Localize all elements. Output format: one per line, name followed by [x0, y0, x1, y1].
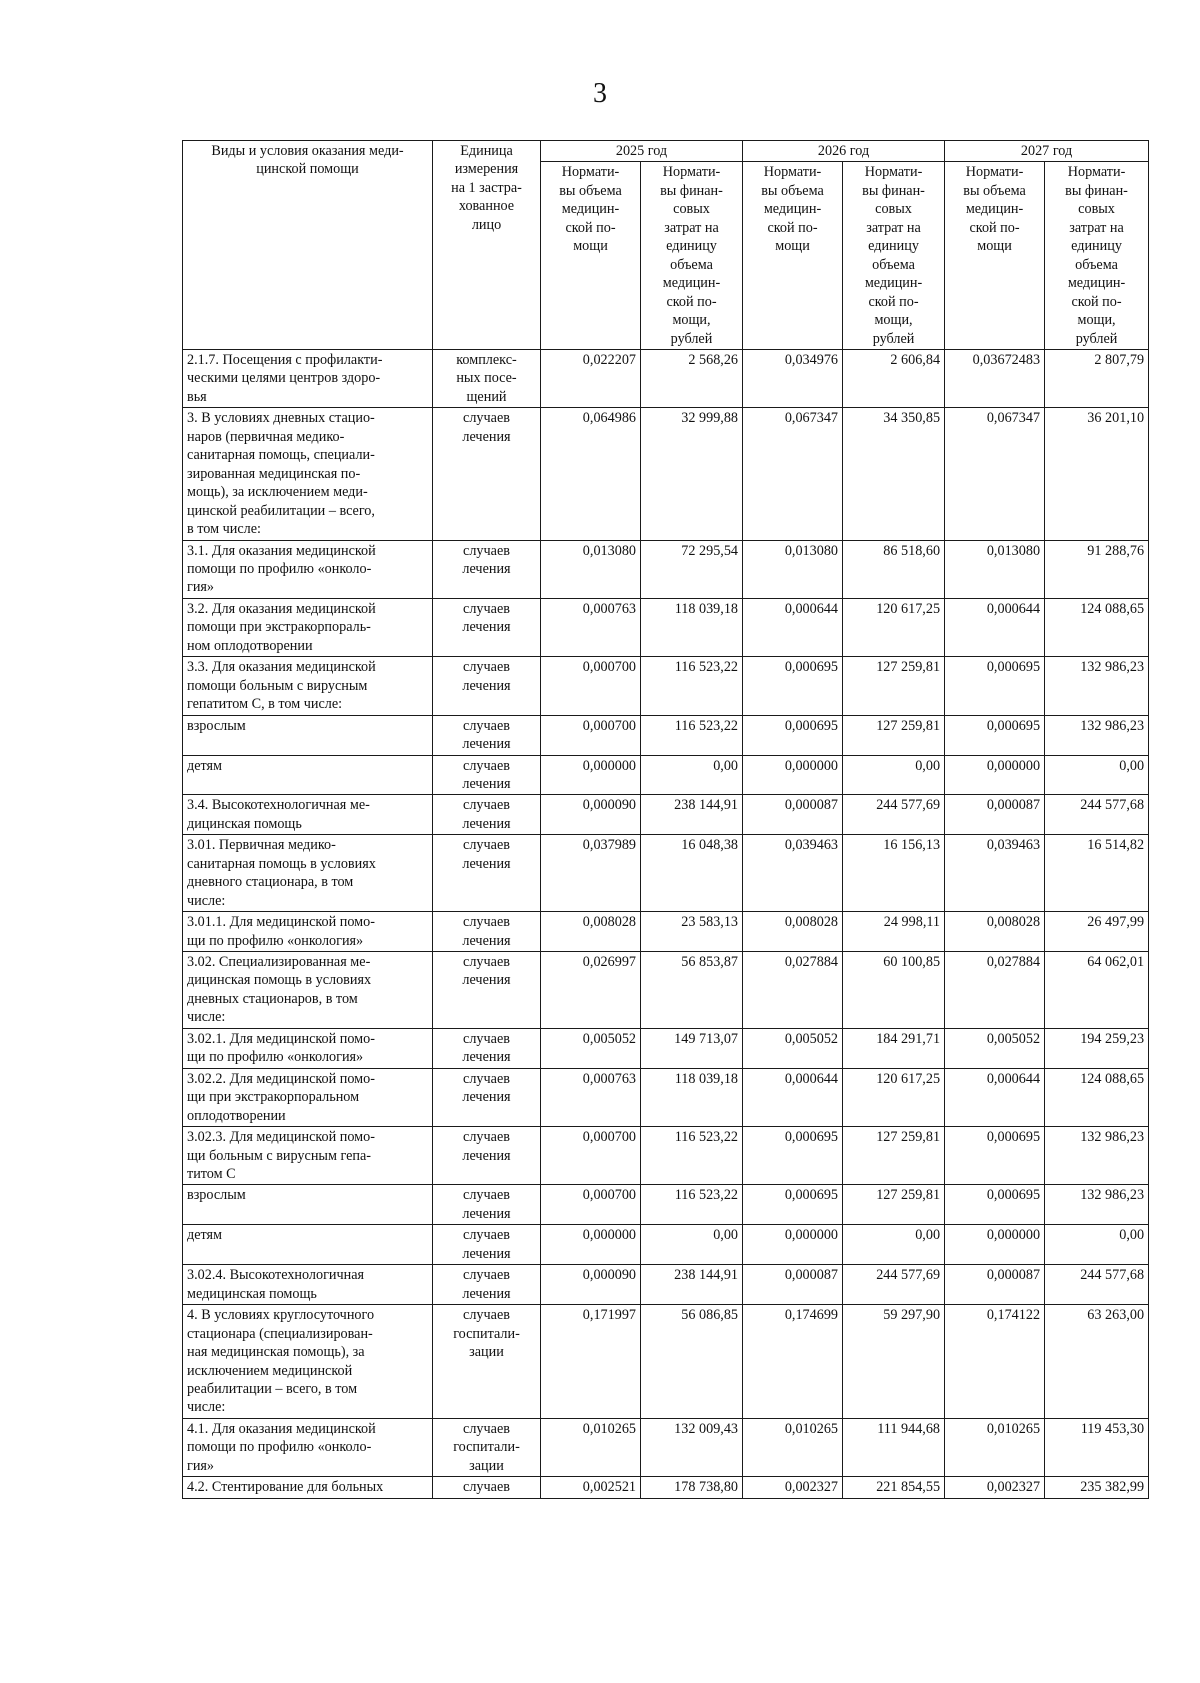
cell-volume-2026: 0,000695: [743, 1185, 843, 1225]
cell-volume-2025: 0,002521: [541, 1477, 641, 1498]
cell-volume-2026: 0,174699: [743, 1305, 843, 1419]
cell-cost-2027: 16 514,82: [1045, 835, 1149, 912]
cell-volume-2026: 0,000695: [743, 1127, 843, 1185]
row-label: 3.02.2. Для медицинской помо- щи при экстракорпоральном оплодотворении: [183, 1068, 433, 1126]
cell-volume-2025: 0,000000: [541, 1225, 641, 1265]
row-unit: случаев лечения: [433, 835, 541, 912]
cell-volume-2027: 0,027884: [945, 952, 1045, 1029]
cell-cost-2027: 124 088,65: [1045, 598, 1149, 656]
cell-cost-2027: 63 263,00: [1045, 1305, 1149, 1419]
header-volume-norm: Нормати- вы объема медицин- ской по- мощи: [743, 162, 843, 350]
table-row: [183, 598, 1149, 656]
cell-volume-2025: 0,022207: [541, 349, 641, 407]
header-row-years: [183, 141, 1149, 162]
table-header: [183, 141, 1149, 350]
page-number: 3: [593, 78, 607, 109]
cell-volume-2025: 0,008028: [541, 912, 641, 952]
norms-table: [182, 140, 1149, 1499]
cell-cost-2025: 32 999,88: [641, 408, 743, 540]
cell-cost-2026: 111 944,68: [843, 1418, 945, 1476]
cell-volume-2025: 0,000763: [541, 598, 641, 656]
cell-volume-2025: 0,000000: [541, 755, 641, 795]
cell-cost-2027: 244 577,68: [1045, 1265, 1149, 1305]
cell-volume-2026: 0,000644: [743, 598, 843, 656]
cell-cost-2026: 184 291,71: [843, 1028, 945, 1068]
table-body: [183, 349, 1149, 1498]
cell-cost-2026: 24 998,11: [843, 912, 945, 952]
cell-volume-2026: 0,002327: [743, 1477, 843, 1498]
cell-cost-2026: 59 297,90: [843, 1305, 945, 1419]
cell-volume-2027: 0,002327: [945, 1477, 1045, 1498]
row-unit: случаев лечения: [433, 912, 541, 952]
table-row: [183, 1127, 1149, 1185]
row-label: 4. В условиях круглосуточного стационара (специализирован- ная медицинская помощь), за исключением медицинской реабилитации – всего, в том числе:: [183, 1305, 433, 1419]
cell-volume-2027: 0,000644: [945, 1068, 1045, 1126]
cell-volume-2025: 0,000763: [541, 1068, 641, 1126]
cell-volume-2027: 0,067347: [945, 408, 1045, 540]
header-year-2025: 2025 год: [541, 141, 743, 162]
cell-cost-2027: 132 986,23: [1045, 1127, 1149, 1185]
cell-volume-2026: 0,000087: [743, 1265, 843, 1305]
row-label: 3.4. Высокотехнологичная ме- дицинская помощь: [183, 795, 433, 835]
cell-volume-2027: 0,000087: [945, 795, 1045, 835]
cell-cost-2027: 0,00: [1045, 1225, 1149, 1265]
cell-volume-2025: 0,013080: [541, 540, 641, 598]
row-unit: случаев лечения: [433, 715, 541, 755]
cell-volume-2026: 0,000644: [743, 1068, 843, 1126]
cell-cost-2026: 127 259,81: [843, 1127, 945, 1185]
cell-volume-2026: 0,010265: [743, 1418, 843, 1476]
cell-cost-2027: 132 986,23: [1045, 1185, 1149, 1225]
cell-volume-2026: 0,000000: [743, 1225, 843, 1265]
cell-volume-2027: 0,008028: [945, 912, 1045, 952]
cell-cost-2026: 86 518,60: [843, 540, 945, 598]
header-cost-norm: Нормати- вы финан- совых затрат на единицу объема медицин- ской по- мощи, рублей: [641, 162, 743, 350]
table-row: [183, 349, 1149, 407]
table-row: [183, 952, 1149, 1029]
cell-volume-2027: 0,000644: [945, 598, 1045, 656]
cell-volume-2027: 0,010265: [945, 1418, 1045, 1476]
row-unit: случаев лечения: [433, 598, 541, 656]
cell-volume-2027: 0,174122: [945, 1305, 1045, 1419]
cell-cost-2025: 0,00: [641, 755, 743, 795]
row-unit: случаев лечения: [433, 657, 541, 715]
cell-volume-2025: 0,171997: [541, 1305, 641, 1419]
table-row: [183, 1185, 1149, 1225]
header-type-of-care: Виды и условия оказания меди- цинской помощи: [183, 141, 433, 350]
table-row: [183, 755, 1149, 795]
cell-volume-2025: 0,000700: [541, 1127, 641, 1185]
cell-volume-2027: 0,03672483: [945, 349, 1045, 407]
cell-cost-2026: 127 259,81: [843, 715, 945, 755]
cell-volume-2025: 0,005052: [541, 1028, 641, 1068]
cell-volume-2026: 0,067347: [743, 408, 843, 540]
cell-volume-2026: 0,034976: [743, 349, 843, 407]
table-row: [183, 408, 1149, 540]
cell-volume-2027: 0,000695: [945, 715, 1045, 755]
row-label: 3.02.3. Для медицинской помо- щи больным с вирусным гепа- титом С: [183, 1127, 433, 1185]
table-row: [183, 795, 1149, 835]
header-year-2026: 2026 год: [743, 141, 945, 162]
cell-volume-2027: 0,000000: [945, 755, 1045, 795]
cell-cost-2027: 36 201,10: [1045, 408, 1149, 540]
row-label: 3.02. Специализированная ме- дицинская помощь в условиях дневных стационаров, в том числе:: [183, 952, 433, 1029]
row-label: 2.1.7. Посещения с профилакти- ческими целями центров здоро- вья: [183, 349, 433, 407]
row-unit: случаев госпитали- зации: [433, 1305, 541, 1419]
row-unit: случаев лечения: [433, 1127, 541, 1185]
row-label: 3.1. Для оказания медицинской помощи по профилю «онколо- гия»: [183, 540, 433, 598]
cell-volume-2025: 0,000090: [541, 795, 641, 835]
row-unit: случаев: [433, 1477, 541, 1498]
table-row: [183, 1265, 1149, 1305]
cell-volume-2027: 0,000695: [945, 657, 1045, 715]
cell-volume-2025: 0,000700: [541, 657, 641, 715]
cell-cost-2026: 16 156,13: [843, 835, 945, 912]
cell-cost-2027: 26 497,99: [1045, 912, 1149, 952]
row-label: 3.02.4. Высокотехнологичная медицинская помощь: [183, 1265, 433, 1305]
row-label: детям: [183, 755, 433, 795]
cell-cost-2025: 178 738,80: [641, 1477, 743, 1498]
cell-cost-2027: 235 382,99: [1045, 1477, 1149, 1498]
row-label: взрослым: [183, 715, 433, 755]
header-volume-norm: Нормати- вы объема медицин- ской по- мощи: [541, 162, 641, 350]
row-label: 3.01. Первичная медико- санитарная помощь в условиях дневного стационара, в том числе:: [183, 835, 433, 912]
row-unit: комплекс- ных посе- щений: [433, 349, 541, 407]
cell-cost-2025: 118 039,18: [641, 598, 743, 656]
row-unit: случаев лечения: [433, 1028, 541, 1068]
row-unit: случаев лечения: [433, 952, 541, 1029]
cell-cost-2026: 120 617,25: [843, 1068, 945, 1126]
cell-volume-2026: 0,000087: [743, 795, 843, 835]
cell-cost-2026: 34 350,85: [843, 408, 945, 540]
header-cost-norm: Нормати- вы финан- совых затрат на единицу объема медицин- ской по- мощи, рублей: [1045, 162, 1149, 350]
cell-volume-2025: 0,064986: [541, 408, 641, 540]
cell-cost-2025: 238 144,91: [641, 795, 743, 835]
cell-cost-2026: 127 259,81: [843, 657, 945, 715]
row-unit: случаев лечения: [433, 1225, 541, 1265]
cell-volume-2026: 0,027884: [743, 952, 843, 1029]
cell-cost-2027: 244 577,68: [1045, 795, 1149, 835]
cell-cost-2025: 23 583,13: [641, 912, 743, 952]
table-row: [183, 657, 1149, 715]
table-row: [183, 1305, 1149, 1419]
cell-cost-2027: 119 453,30: [1045, 1418, 1149, 1476]
row-label: взрослым: [183, 1185, 433, 1225]
cell-cost-2025: 118 039,18: [641, 1068, 743, 1126]
row-label: 3.02.1. Для медицинской помо- щи по профилю «онкология»: [183, 1028, 433, 1068]
cell-cost-2025: 56 853,87: [641, 952, 743, 1029]
row-unit: случаев лечения: [433, 1265, 541, 1305]
cell-volume-2025: 0,000700: [541, 1185, 641, 1225]
cell-cost-2025: 0,00: [641, 1225, 743, 1265]
cell-cost-2026: 2 606,84: [843, 349, 945, 407]
header-volume-norm: Нормати- вы объема медицин- ской по- мощи: [945, 162, 1045, 350]
table-row: [183, 1225, 1149, 1265]
cell-cost-2025: 116 523,22: [641, 657, 743, 715]
header-cost-norm: Нормати- вы финан- совых затрат на единицу объема медицин- ской по- мощи, рублей: [843, 162, 945, 350]
row-unit: случаев лечения: [433, 755, 541, 795]
row-unit: случаев лечения: [433, 540, 541, 598]
row-unit: случаев лечения: [433, 1185, 541, 1225]
cell-cost-2027: 132 986,23: [1045, 657, 1149, 715]
cell-cost-2026: 0,00: [843, 1225, 945, 1265]
table-row: [183, 912, 1149, 952]
cell-cost-2025: 238 144,91: [641, 1265, 743, 1305]
cell-cost-2026: 244 577,69: [843, 1265, 945, 1305]
row-unit: случаев лечения: [433, 408, 541, 540]
table-row: [183, 1068, 1149, 1126]
cell-volume-2026: 0,008028: [743, 912, 843, 952]
cell-volume-2026: 0,000695: [743, 715, 843, 755]
cell-cost-2025: 16 048,38: [641, 835, 743, 912]
cell-cost-2025: 2 568,26: [641, 349, 743, 407]
row-unit: случаев лечения: [433, 1068, 541, 1126]
row-label: 3.01.1. Для медицинской помо- щи по профилю «онкология»: [183, 912, 433, 952]
cell-cost-2027: 2 807,79: [1045, 349, 1149, 407]
cell-volume-2026: 0,005052: [743, 1028, 843, 1068]
cell-cost-2027: 91 288,76: [1045, 540, 1149, 598]
cell-cost-2026: 60 100,85: [843, 952, 945, 1029]
row-label: 4.1. Для оказания медицинской помощи по профилю «онколо- гия»: [183, 1418, 433, 1476]
cell-cost-2025: 149 713,07: [641, 1028, 743, 1068]
table-row: [183, 1418, 1149, 1476]
cell-volume-2026: 0,000695: [743, 657, 843, 715]
row-label: 4.2. Стентирование для больных: [183, 1477, 433, 1498]
header-unit: Единица измерения на 1 застра- хованное лицо: [433, 141, 541, 350]
cell-volume-2026: 0,039463: [743, 835, 843, 912]
cell-volume-2027: 0,013080: [945, 540, 1045, 598]
cell-cost-2025: 56 086,85: [641, 1305, 743, 1419]
cell-cost-2025: 116 523,22: [641, 1185, 743, 1225]
cell-volume-2027: 0,000087: [945, 1265, 1045, 1305]
table-row: [183, 1477, 1149, 1498]
cell-volume-2027: 0,000695: [945, 1127, 1045, 1185]
cell-volume-2025: 0,010265: [541, 1418, 641, 1476]
cell-cost-2025: 132 009,43: [641, 1418, 743, 1476]
table-row: [183, 835, 1149, 912]
cell-cost-2025: 72 295,54: [641, 540, 743, 598]
table-row: [183, 540, 1149, 598]
cell-cost-2027: 132 986,23: [1045, 715, 1149, 755]
header-year-2027: 2027 год: [945, 141, 1149, 162]
cell-volume-2027: 0,000695: [945, 1185, 1045, 1225]
row-label: 3.2. Для оказания медицинской помощи при экстракорпораль- ном оплодотворении: [183, 598, 433, 656]
cell-cost-2025: 116 523,22: [641, 715, 743, 755]
cell-volume-2027: 0,000000: [945, 1225, 1045, 1265]
cell-cost-2027: 64 062,01: [1045, 952, 1149, 1029]
row-unit: случаев госпитали- зации: [433, 1418, 541, 1476]
row-unit: случаев лечения: [433, 795, 541, 835]
row-label: детям: [183, 1225, 433, 1265]
row-label: 3. В условиях дневных стацио- наров (первичная медико- санитарная помощь, специали- зированная медицинская по- мощь), за исключением меди- цинской реабилитации – всего, в том числе:: [183, 408, 433, 540]
cell-volume-2026: 0,000000: [743, 755, 843, 795]
cell-cost-2027: 124 088,65: [1045, 1068, 1149, 1126]
cell-cost-2026: 0,00: [843, 755, 945, 795]
cell-volume-2025: 0,000090: [541, 1265, 641, 1305]
cell-volume-2027: 0,039463: [945, 835, 1045, 912]
table-row: [183, 715, 1149, 755]
cell-cost-2027: 0,00: [1045, 755, 1149, 795]
cell-volume-2025: 0,037989: [541, 835, 641, 912]
cell-volume-2025: 0,026997: [541, 952, 641, 1029]
cell-cost-2026: 244 577,69: [843, 795, 945, 835]
cell-cost-2027: 194 259,23: [1045, 1028, 1149, 1068]
cell-volume-2027: 0,005052: [945, 1028, 1045, 1068]
table-row: [183, 1028, 1149, 1068]
cell-volume-2025: 0,000700: [541, 715, 641, 755]
cell-cost-2026: 221 854,55: [843, 1477, 945, 1498]
cell-volume-2026: 0,013080: [743, 540, 843, 598]
cell-cost-2025: 116 523,22: [641, 1127, 743, 1185]
cell-cost-2026: 120 617,25: [843, 598, 945, 656]
row-label: 3.3. Для оказания медицинской помощи больным с вирусным гепатитом С, в том числе:: [183, 657, 433, 715]
cell-cost-2026: 127 259,81: [843, 1185, 945, 1225]
